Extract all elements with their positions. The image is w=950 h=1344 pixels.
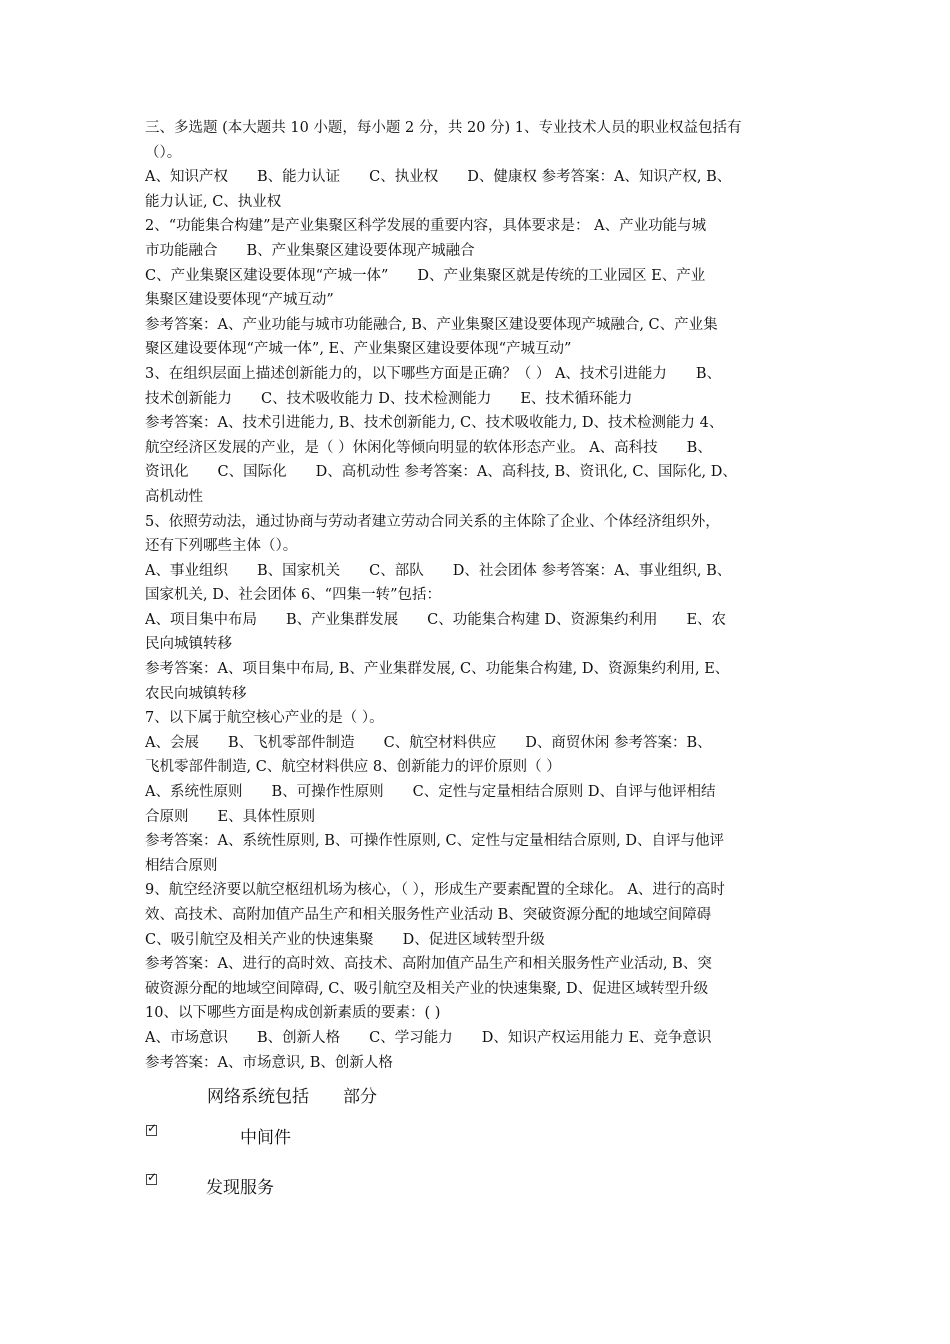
- checkmark-icon: ✓: [147, 1121, 158, 1135]
- text-line: 还有下列哪些主体（）。: [145, 538, 298, 555]
- text-line: 集聚区建设要体现“产城互动”: [145, 292, 334, 309]
- text-line: A、市场意识 B、创新人格 C、学习能力 D、知识产权运用能力 E、竞争意识: [145, 1029, 712, 1046]
- text-line: 三、多选题 (本大题共 10 小题，每小题 2 分，共 20 分) 1、专业技术人员的职业权益包括有: [145, 120, 742, 136]
- checkmark-icon: ✓: [147, 1170, 158, 1184]
- text-line: 参考答案：A、市场意识, B、创新人格: [145, 1054, 393, 1071]
- text-line: 参考答案：A、进行的高时效、高技术、高附加值产品生产和相关服务性产业活动, B、突: [145, 956, 712, 973]
- checkbox-discovery-service[interactable]: [146, 1170, 158, 1185]
- text-line: 国家机关, D、社会团体 6、“四集一转”包括：: [145, 587, 442, 604]
- text-line: A、事业组织 B、国家机关 C、部队 D、社会团体 参考答案：A、事业组织, B、: [145, 562, 732, 579]
- option-middleware[interactable]: [146, 1121, 158, 1136]
- text-line: 高机动性: [145, 488, 203, 505]
- text-line: A、项目集中布局 B、产业集群发展 C、功能集合构建 D、资源集约利用 E、农: [145, 611, 727, 628]
- text-line: 民向城镇转移: [145, 636, 232, 653]
- text-line: 破资源分配的地域空间障碍, C、吸引航空及相关产业的快速集聚, D、促进区域转型升级: [145, 980, 709, 997]
- option-discovery-label: 发现服务: [206, 1178, 274, 1198]
- text-line: 3、在组织层面上描述创新能力的，以下哪些方面是正确？（ ） A、技术引进能力 B、: [145, 365, 722, 382]
- text-line: 航空经济区发展的产业，是（ ）休闲化等倾向明显的软体形态产业。 A、高科技 B、: [145, 439, 712, 456]
- text-line: 效、高技术、高附加值产品生产和相关服务性产业活动 B、突破资源分配的地域空间障碍: [145, 907, 712, 923]
- text-line: 飞机零部件制造, C、航空材料供应 8、创新能力的评价原则（ ）: [145, 759, 561, 776]
- option-discovery[interactable]: [146, 1170, 158, 1185]
- text-line: 参考答案：A、系统性原则, B、可操作性原则, C、定性与定量相结合原则, D、自评与他评: [145, 833, 724, 850]
- text-line: 市功能融合 B、产业集聚区建设要体现产城融合: [145, 242, 475, 259]
- text-line: 合原则 E、具体性原则: [145, 808, 316, 825]
- text-line: A、会展 B、飞机零部件制造 C、航空材料供应 D、商贸休闲 参考答案：B、: [145, 734, 712, 751]
- text-line: 5、依照劳动法，通过协商与劳动者建立劳动合同关系的主体除了企业、个体经济组织外，: [145, 513, 720, 530]
- text-line: 10、以下哪些方面是构成创新素质的要素：( ): [145, 1005, 441, 1022]
- text-line: 技术创新能力 C、技术吸收能力 D、技术检测能力 E、技术循环能力: [145, 390, 633, 407]
- text-line: C、吸引航空及相关产业的快速集聚 D、促进区域转型升级: [145, 931, 545, 948]
- question-title: 网络系统包括 部分: [207, 1087, 377, 1107]
- option-middleware-label: 中间件: [240, 1128, 291, 1148]
- text-line: 资讯化 C、国际化 D、高机动性 参考答案：A、高科技, B、资讯化, C、国际化, D、: [145, 464, 737, 481]
- text-line: A、知识产权 B、能力认证 C、执业权 D、健康权 参考答案：A、知识产权, B、: [145, 169, 732, 186]
- text-line: C、产业集聚区建设要体现“产城一体” D、产业集聚区就是传统的工业园区 E、产业: [145, 267, 706, 284]
- text-line: 2、“功能集合构建”是产业集聚区科学发展的重要内容，具体要求是： A、产业功能与城: [145, 218, 707, 235]
- document-body: [145, 116, 810, 1075]
- text-line: 相结合原则: [145, 857, 218, 874]
- text-line: 9、航空经济要以航空枢纽机场为核心，（ ），形成生产要素配置的全球化。 A、进行的高时: [145, 882, 725, 899]
- text-line: 参考答案：A、项目集中布局, B、产业集群发展, C、功能集合构建, D、资源集约利用, E、: [145, 661, 730, 678]
- checkbox-middleware[interactable]: [146, 1121, 158, 1136]
- text-line: 农民向城镇转移: [145, 685, 247, 702]
- text-line: 7、以下属于航空核心产业的是（ ）。: [145, 710, 384, 727]
- text-line: 参考答案：A、产业功能与城市功能融合, B、产业集聚区建设要体现产城融合, C、产业集: [145, 316, 718, 333]
- text-line: A、系统性原则 B、可操作性原则 C、定性与定量相结合原则 D、自评与他评相结: [145, 784, 716, 801]
- text-line: 能力认证, C、执业权: [145, 193, 282, 210]
- text-line: 聚区建设要体现“产城一体”, E、产业集聚区建设要体现“产城互动”: [145, 341, 572, 358]
- text-line: 参考答案：A、技术引进能力, B、技术创新能力, C、技术吸收能力, D、技术检测能力 4、: [145, 415, 724, 432]
- text-line: （）。: [145, 144, 182, 161]
